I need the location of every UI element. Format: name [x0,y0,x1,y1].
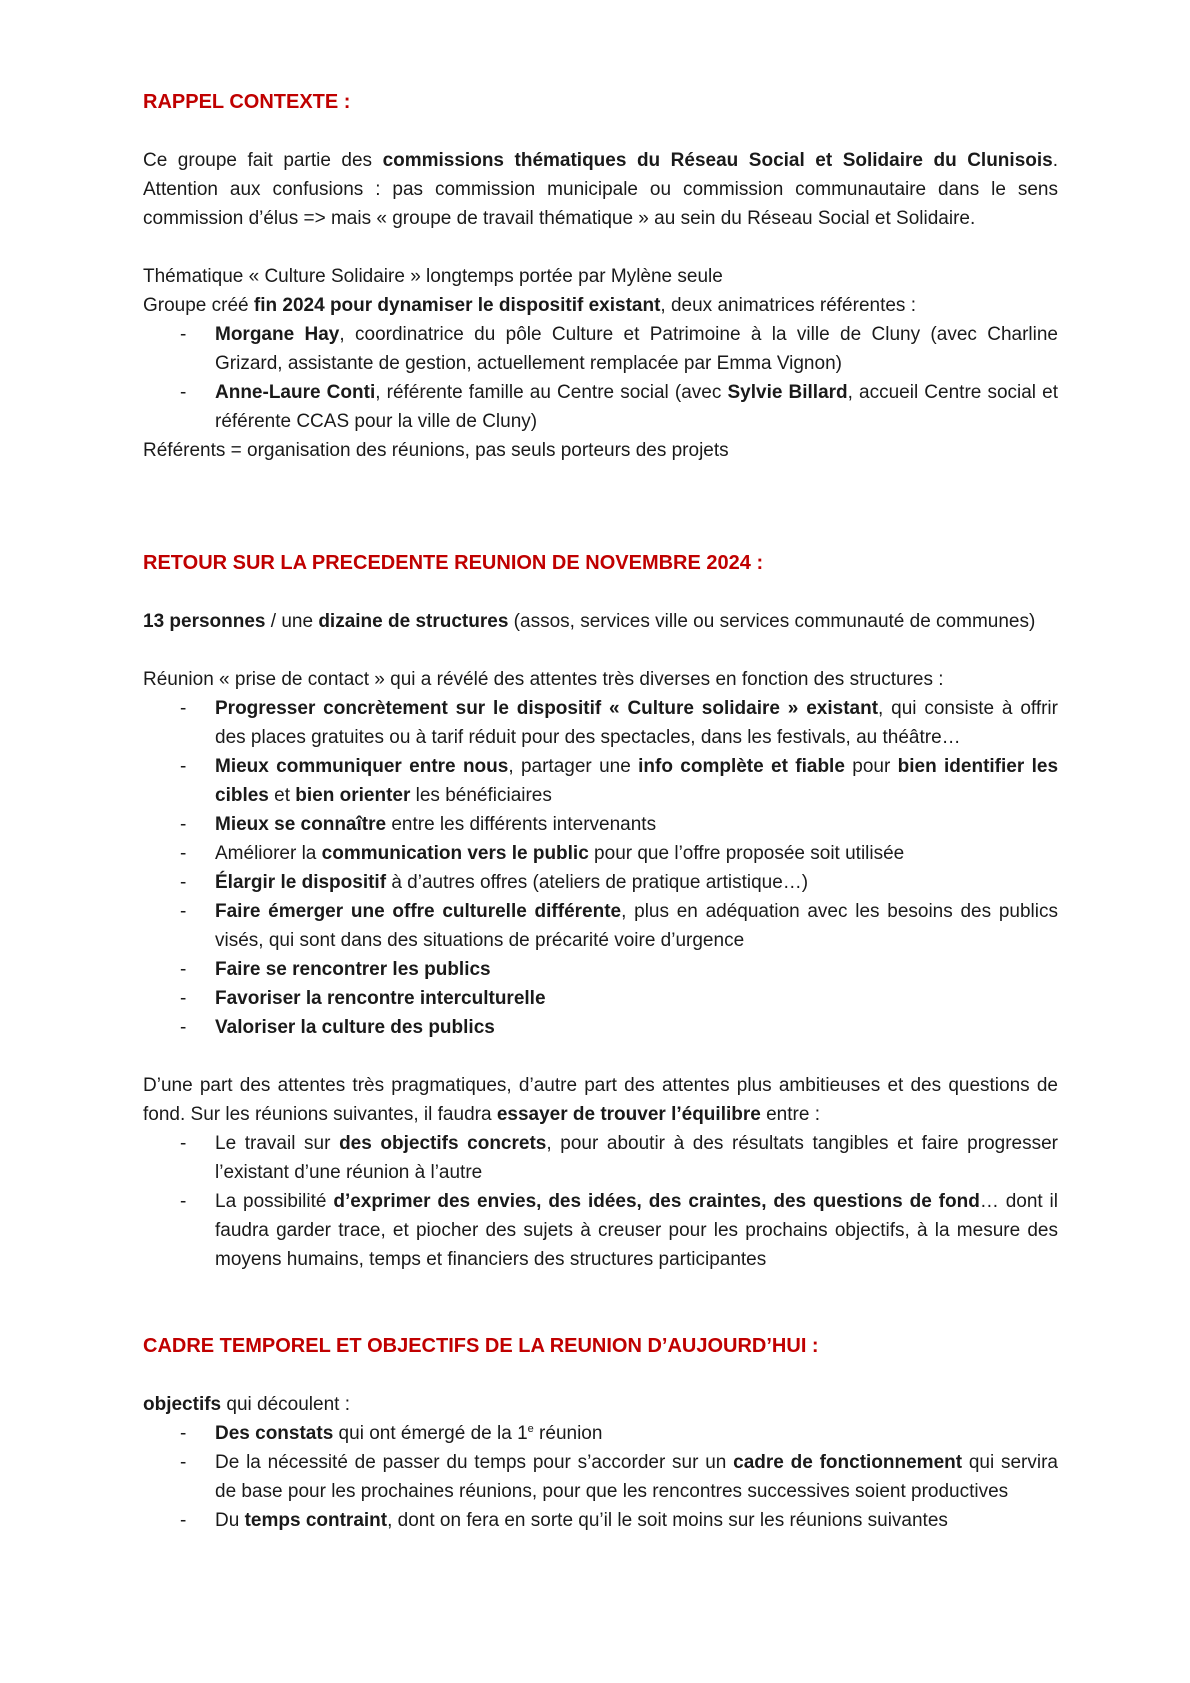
text: De la nécessité de passer du temps pour s’accorder sur un [215,1452,734,1473]
text: Groupe créé [143,295,254,316]
bold-text: Progresser concrètement sur le dispositif « Culture solidaire » existant [215,698,879,719]
list-item [143,839,1058,868]
text: … dont il faudra garder trace, et piocher des sujets à creuser pour les prochains objectifs, à la mesure des moyens humains, temps et financiers des structures participantes [215,1191,1059,1270]
bold-text: Mieux communiquer entre nous [215,756,509,777]
attendance-line [143,607,1058,636]
dash-marker: - [180,988,187,1009]
section-heading-previous-meeting: RETOUR SUR LA PRECEDENTE REUNION DE NOVEMBRE 2024 : [143,552,764,574]
text: et [268,785,296,806]
bold-text: dizaine de structures [318,611,509,632]
expectations-list [143,694,1058,1042]
text: , partager une [508,756,639,777]
text: , coordinatrice du pôle Culture et Patrimoine à la ville de Cluny (avec Charline Grizard, assistante de gestion, actuellement remplacée par Emma Vignon) [215,324,1058,374]
dash-marker: - [180,959,187,980]
list-item [143,955,1058,984]
bold-text: objectifs [143,1394,222,1415]
text: les bénéficiaires [410,785,552,806]
text: à d’autres offres (ateliers de pratique artistique…) [386,872,809,893]
bold-text: essayer de trouver l’équilibre [496,1104,761,1125]
balance-list [143,1129,1058,1274]
list-item [143,1448,1058,1506]
list-item [143,1419,1058,1448]
bold-text: Des constats [215,1423,334,1444]
text: Le travail sur [215,1133,340,1154]
dash-marker: - [180,324,187,345]
expectations-intro: Réunion « prise de contact » qui a révélé des attentes très diverses en fonction des structures : [143,669,944,690]
list-item [143,694,1058,752]
dash-marker: - [180,1191,187,1212]
bold-text: Morgane Hay [215,324,340,345]
bold-text: bien identifier les cibles [215,756,1059,806]
bold-text: commissions thématiques du Réseau Social et Solidaire du Clunisois [382,150,1053,171]
bold-text: Valoriser la culture des publics [215,1017,495,1038]
group-line [143,291,1058,320]
text: pour [844,756,898,777]
bold-text: Élargir le dispositif [215,872,387,893]
bold-text: bien orienter [295,785,411,806]
bold-text: Mieux se connaître [215,814,387,835]
text: Ce groupe fait partie des [143,150,383,171]
text: / une [265,611,319,632]
text: , dont on fera en sorte qu’il le soit moins sur les réunions suivantes [387,1510,948,1531]
balance-paragraph [143,1071,1058,1129]
text: qui servira de base pour les prochaines réunions, pour que les rencontres successives soient productives [215,1452,1058,1502]
section-heading-objectives: CADRE TEMPOREL ET OBJECTIFS DE LA REUNION D’AUJOURD’HUI : [143,1335,819,1357]
dash-marker: - [180,1423,187,1444]
bold-text: Favoriser la rencontre interculturelle [215,988,546,1009]
role-line: Référents = organisation des réunions, pas seuls porteurs des projets [143,440,729,461]
list-item [143,868,1058,897]
text: Du [215,1510,245,1531]
text: entre les différents intervenants [386,814,657,835]
context-paragraph [143,146,1058,233]
list-item [143,810,1058,839]
bold-text: Faire émerger une offre culturelle différente [215,901,622,922]
dash-marker: - [180,756,187,777]
dash-marker: - [180,872,187,893]
bold-text: communication vers le public [321,843,589,864]
dash-marker: - [180,1017,187,1038]
dash-marker: - [180,814,187,835]
bold-text: d’exprimer des envies, des idées, des craintes, des questions de fond [333,1191,980,1212]
objectives-list [143,1419,1058,1535]
superscript: e [527,1423,534,1435]
dash-marker: - [180,1452,187,1473]
text: , pour aboutir à des résultats tangibles et faire progresser l’existant d’une réunion à l’autre [215,1133,1058,1183]
text: , référente famille au Centre social (avec [375,382,728,403]
text: (assos, services ville ou services communauté de communes) [508,611,1036,632]
text: , qui consiste à offrir des places gratuites ou à tarif réduit pour des spectacles, dans les festivals, au théâtre… [215,698,1058,748]
text: pour que l’offre proposée soit utilisée [588,843,905,864]
bold-text: Sylvie Billard [727,382,848,403]
text: , plus en adéquation avec les besoins des publics visés, qui sont dans des situations de précarité voire d’urgence [215,901,1058,951]
dash-marker: - [180,901,187,922]
list-item [143,320,1058,378]
text: . Attention aux confusions : pas commission municipale ou commission communautaire dans le sens commission d’élus => mais « groupe de travail thématique » au sein du Réseau Social et Solidaire. [143,150,1058,229]
list-item [143,752,1058,810]
text: réunion [533,1423,603,1444]
text: qui ont émergé de la 1 [333,1423,528,1444]
document-page [143,88,1058,1535]
text: , deux animatrices référentes : [660,295,916,316]
bold-text: des objectifs concrets [339,1133,547,1154]
text: , accueil Centre social et référente CCAS pour la ville de Cluny) [215,382,1058,432]
list-item [143,1129,1058,1187]
dash-marker: - [180,382,187,403]
objectives-intro [143,1390,1058,1419]
text: entre : [760,1104,820,1125]
dash-marker: - [180,1510,187,1531]
bold-text: cadre de fonctionnement [733,1452,963,1473]
bold-text: Faire se rencontrer les publics [215,959,491,980]
text: D’une part des attentes très pragmatiques, d’autre part des attentes plus ambitieuses et des questions de fond. Sur les réunions suivantes, il faudra [143,1075,1058,1125]
bold-text: 13 personnes [143,611,266,632]
list-item [143,897,1058,955]
list-item [143,984,1058,1013]
dash-marker: - [180,698,187,719]
theme-line: Thématique « Culture Solidaire » longtemps portée par Mylène seule [143,266,723,287]
dash-marker: - [180,843,187,864]
bold-text: info complète et fiable [638,756,845,777]
list-item [143,378,1058,436]
section-heading-context: RAPPEL CONTEXTE : [143,91,351,113]
list-item [143,1506,1058,1535]
bold-text: fin 2024 pour dynamiser le dispositif existant [253,295,661,316]
bold-text: temps contraint [244,1510,388,1531]
bold-text: Anne-Laure Conti [215,382,376,403]
text: La possibilité [215,1191,334,1212]
dash-marker: - [180,1133,187,1154]
list-item [143,1013,1058,1042]
text: Améliorer la [215,843,322,864]
list-item [143,1187,1058,1274]
text: qui découlent : [221,1394,350,1415]
referents-list [143,320,1058,436]
